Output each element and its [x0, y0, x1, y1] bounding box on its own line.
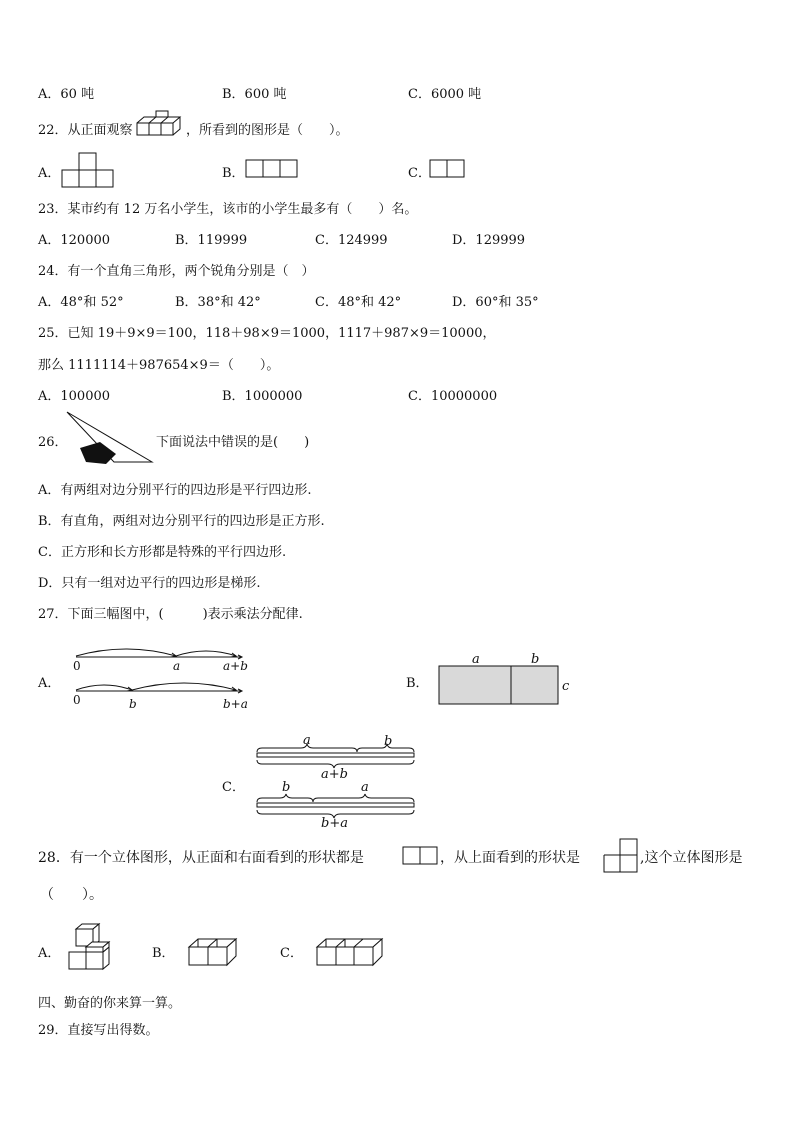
- q28-part3: ,这个立体图形是: [640, 850, 743, 866]
- q27-stem: 27．下面三幅图中，( )表示乘法分配律.: [38, 607, 303, 622]
- q23-option-c: C．124999: [315, 233, 388, 248]
- q22-option-b-figure: [246, 160, 298, 178]
- q28-top-view-figure: [603, 838, 639, 874]
- q21-option-b: B．600 吨: [222, 87, 287, 102]
- q27-b-label-c: c: [562, 679, 570, 694]
- q26-option-a: A．有两组对边分别平行的四边形是平行四边形.: [38, 483, 312, 498]
- q23-option-a: A．120000: [38, 233, 111, 248]
- q28-part1: 28．有一个立体图形，从正面和右面看到的形状都是: [38, 850, 364, 866]
- q28-part2: ，从上面看到的形状是: [440, 850, 580, 866]
- q24-option-b: B．38°和 42°: [175, 295, 261, 310]
- q23-option-d: D．129999: [452, 233, 526, 248]
- q27-a-label-b: b: [129, 697, 137, 711]
- q27-c-label-a-top: a: [303, 733, 311, 748]
- q27-a-label-bplusa: b+a: [223, 697, 248, 711]
- q26-triangle-figure: [64, 410, 156, 466]
- q25-line2: 那么 1111114＋987654×9＝（ ）。: [38, 358, 280, 373]
- q21-option-c: C．6000 吨: [408, 87, 482, 102]
- q27-c-label-bplusa: b+a: [321, 816, 348, 831]
- q22-option-b-label: B．: [222, 166, 245, 181]
- q22-cube-figure: [136, 113, 186, 139]
- q27-a-zero-top: 0: [73, 659, 81, 673]
- q26-option-b: B．有直角，两组对边分别平行的四边形是正方形.: [38, 514, 325, 529]
- q21-option-a: A．60 吨: [38, 87, 95, 102]
- q29-stem: 29．直接写出得数。: [38, 1023, 159, 1038]
- q28-option-b-figure: [186, 934, 242, 968]
- q24-option-a: A．48°和 52°: [38, 295, 124, 310]
- q24-stem: 24．有一个直角三角形，两个锐角分别是（ ）: [38, 264, 315, 279]
- q27-option-a-label: A．: [38, 676, 61, 691]
- q28-front-view-figure: [403, 846, 439, 866]
- q28-paren: （ ）。: [40, 887, 103, 903]
- q27-figure-c: [252, 734, 422, 834]
- q22-option-a-figure: [62, 152, 114, 188]
- q22-suffix: ，所看到的图形是（ ）。: [186, 123, 349, 138]
- q27-b-label-b: b: [531, 652, 540, 667]
- q22-option-c-label: C．: [408, 166, 431, 181]
- q26-option-d: D．只有一组对边平行的四边形是梯形.: [38, 576, 261, 591]
- q22-option-a-label: A．: [38, 166, 61, 181]
- q27-c-label-a-bottom: a: [361, 780, 369, 795]
- q25-option-a: A．100000: [38, 389, 111, 404]
- q22-option-c-figure: [430, 160, 466, 178]
- q28-option-a-figure: [66, 922, 120, 972]
- q25-line1: 25．已知 19＋9×9＝100，118＋98×9＝1000，1117＋987×9＝10000，: [38, 326, 496, 341]
- q24-option-d: D．60°和 35°: [452, 295, 539, 310]
- q27-c-label-b-bottom: b: [282, 780, 291, 795]
- q28-option-b-label: B．: [152, 946, 175, 961]
- q27-option-c-label: C．: [222, 780, 245, 795]
- q27-figure-a: [70, 640, 260, 716]
- q28-option-a-label: A．: [38, 946, 61, 961]
- q28-option-c-figure: [314, 934, 386, 968]
- q27-a-zero-bottom: 0: [73, 693, 81, 707]
- q27-b-label-a: a: [472, 652, 480, 667]
- q26-number: 26．: [38, 435, 68, 450]
- q22-prefix: 22．从正面观察: [38, 123, 133, 138]
- q27-c-label-aplusb: a+b: [321, 767, 348, 782]
- q27-a-label-a: a: [173, 659, 181, 673]
- q26-option-c: C．正方形和长方形都是特殊的平行四边形.: [38, 545, 287, 560]
- q27-option-b-label: B．: [406, 676, 429, 691]
- q23-stem: 23．某市约有 12 万名小学生，该市的小学生最多有（ ）名。: [38, 202, 418, 217]
- q24-option-c: C．48°和 42°: [315, 295, 402, 310]
- q25-option-c: C．10000000: [408, 389, 498, 404]
- q27-a-label-aplusb: a+b: [223, 659, 248, 673]
- q23-option-b: B．119999: [175, 233, 248, 248]
- q26-stem: 下面说法中错误的是( ): [156, 435, 310, 450]
- q28-option-c-label: C．: [280, 946, 303, 961]
- q27-c-label-b-top: b: [384, 734, 393, 749]
- q25-option-b: B．1000000: [222, 389, 303, 404]
- q27-figure-b: [436, 650, 576, 708]
- section4-title: 四、勤奋的你来算一算。: [38, 996, 182, 1011]
